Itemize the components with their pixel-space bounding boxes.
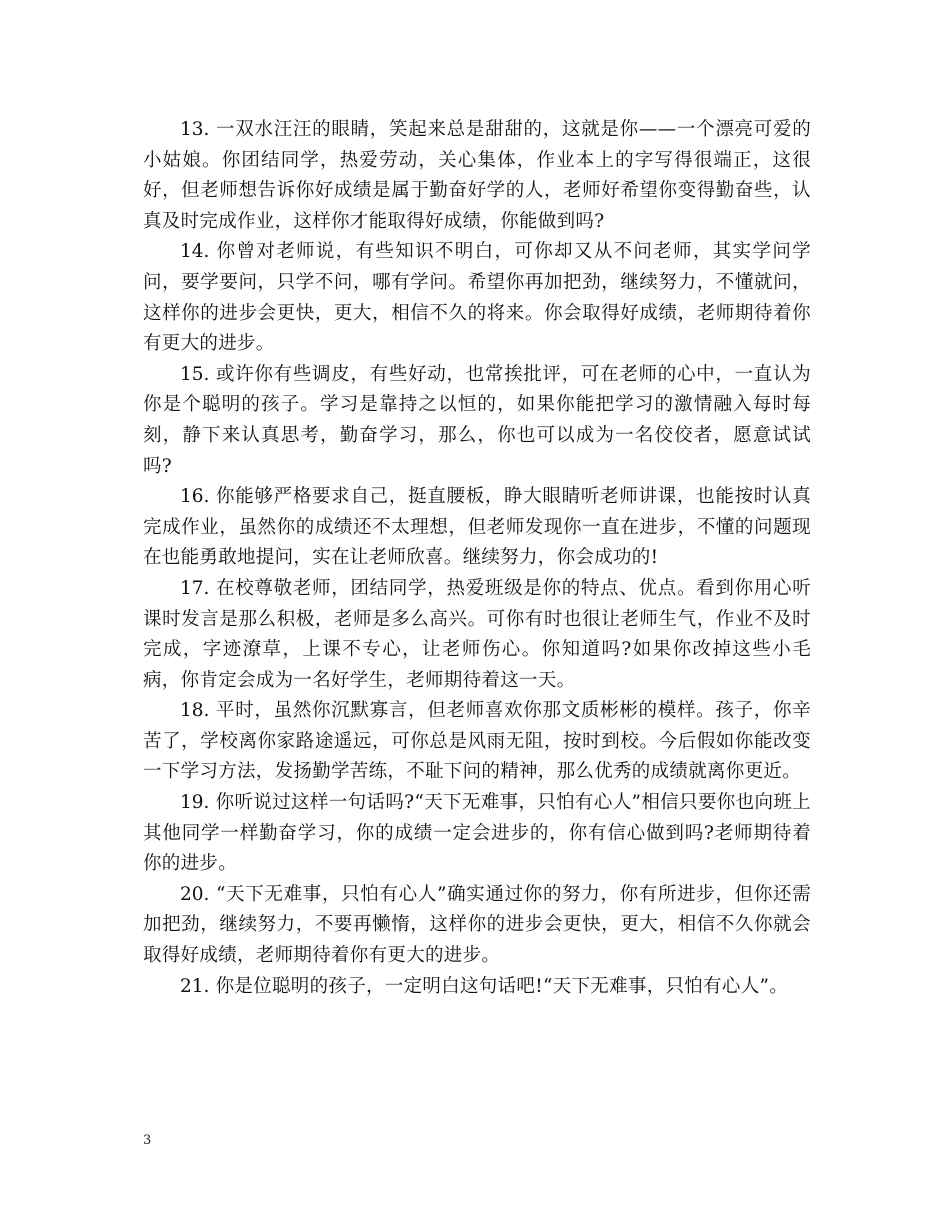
comment-paragraph-20 [143, 880, 811, 972]
paragraph-number: 15. [180, 363, 210, 385]
document-body [143, 115, 811, 1002]
paragraph-number: 19. [180, 792, 210, 814]
comment-paragraph-19 [143, 788, 811, 880]
comment-paragraph-15 [143, 360, 811, 482]
paragraph-text: 你听说过这样一句话吗?“天下无难事，只怕有心人”相信只要你也向班上其他同学一样勤奋学习，你的成绩一定会进步的，你有信心做到吗?老师期待着你的进步。 [143, 792, 811, 875]
paragraph-text: 你曾对老师说，有些知识不明白，可你却又从不问老师，其实学问学问，要学要问，只学不问，哪有学问。希望你再加把劲，继续努力，不懂就问，这样你的进步会更快，更大，相信不久的将来。你会取得好成绩，老师期待着你有更大的进步。 [143, 241, 811, 355]
paragraph-number: 21. [180, 975, 210, 997]
comment-paragraph-17 [143, 574, 811, 696]
paragraph-text: 在校尊敬老师，团结同学，热爱班级是你的特点、优点。看到你用心听课时发言是那么积极，老师是多么高兴。可你有时也很让老师生气，作业不及时完成，字迹潦草，上课不专心，让老师伤心。你知道吗?如果你改掉这些小毛病，你肯定会成为一名好学生，老师期待着这一天。 [143, 577, 811, 691]
paragraph-text: “天下无难事，只怕有心人”确实通过你的努力，你有所进步，但你还需加把劲，继续努力，不要再懒惰，这样你的进步会更快，更大，相信不久你就会取得好成绩，老师期待着你有更大的进步。 [143, 883, 811, 967]
paragraph-number: 16. [180, 486, 210, 508]
comment-paragraph-16 [143, 482, 811, 574]
paragraph-text: 你是位聪明的孩子，一定明白这句话吧!“天下无难事，只怕有心人”。 [215, 975, 789, 997]
comment-paragraph-13 [143, 115, 811, 237]
paragraph-text: 或许你有些调皮，有些好动，也常挨批评，可在老师的心中，一直认为你是个聪明的孩子。学习是靠持之以恒的，如果你能把学习的激情融入每时每刻，静下来认真思考，勤奋学习，那么，你也可以成为一名佼佼者，愿意试试吗? [143, 363, 811, 477]
paragraph-text: 你能够严格要求自己，挺直腰板，睁大眼睛听老师讲课，也能按时认真完成作业，虽然你的成绩还不太理想，但老师发现你一直在进步，不懂的问题现在也能勇敢地提问，实在让老师欣喜。继续努力，你会成功的! [143, 486, 811, 569]
comment-paragraph-21 [143, 972, 811, 1003]
paragraph-number: 17. [180, 577, 210, 599]
comment-paragraph-18 [143, 696, 811, 788]
paragraph-number: 13. [180, 119, 210, 140]
paragraph-text: 平时，虽然你沉默寡言，但老师喜欢你那文质彬彬的模样。孩子，你辛苦了，学校离你家路途遥远，可你总是风雨无阻，按时到校。今后假如你能改变一下学习方法，发扬勤学苦练，不耻下问的精神，那么优秀的成绩就离你更近。 [143, 700, 811, 783]
paragraph-text: 一双水汪汪的眼睛，笑起来总是甜甜的，这就是你——一个漂亮可爱的小姑娘。你团结同学，热爱劳动，关心集体，作业本上的字写得很端正，这很好，但老师想告诉你好成绩是属于勤奋好学的人，老师好希望你变得勤奋些，认真及时完成作业，这样你才能取得好成绩，你能做到吗? [143, 119, 811, 232]
page-number: 3 [143, 1133, 152, 1148]
paragraph-number: 14. [180, 241, 210, 263]
comment-paragraph-14 [143, 237, 811, 359]
paragraph-number: 18. [180, 700, 210, 722]
paragraph-number: 20. [180, 883, 210, 905]
